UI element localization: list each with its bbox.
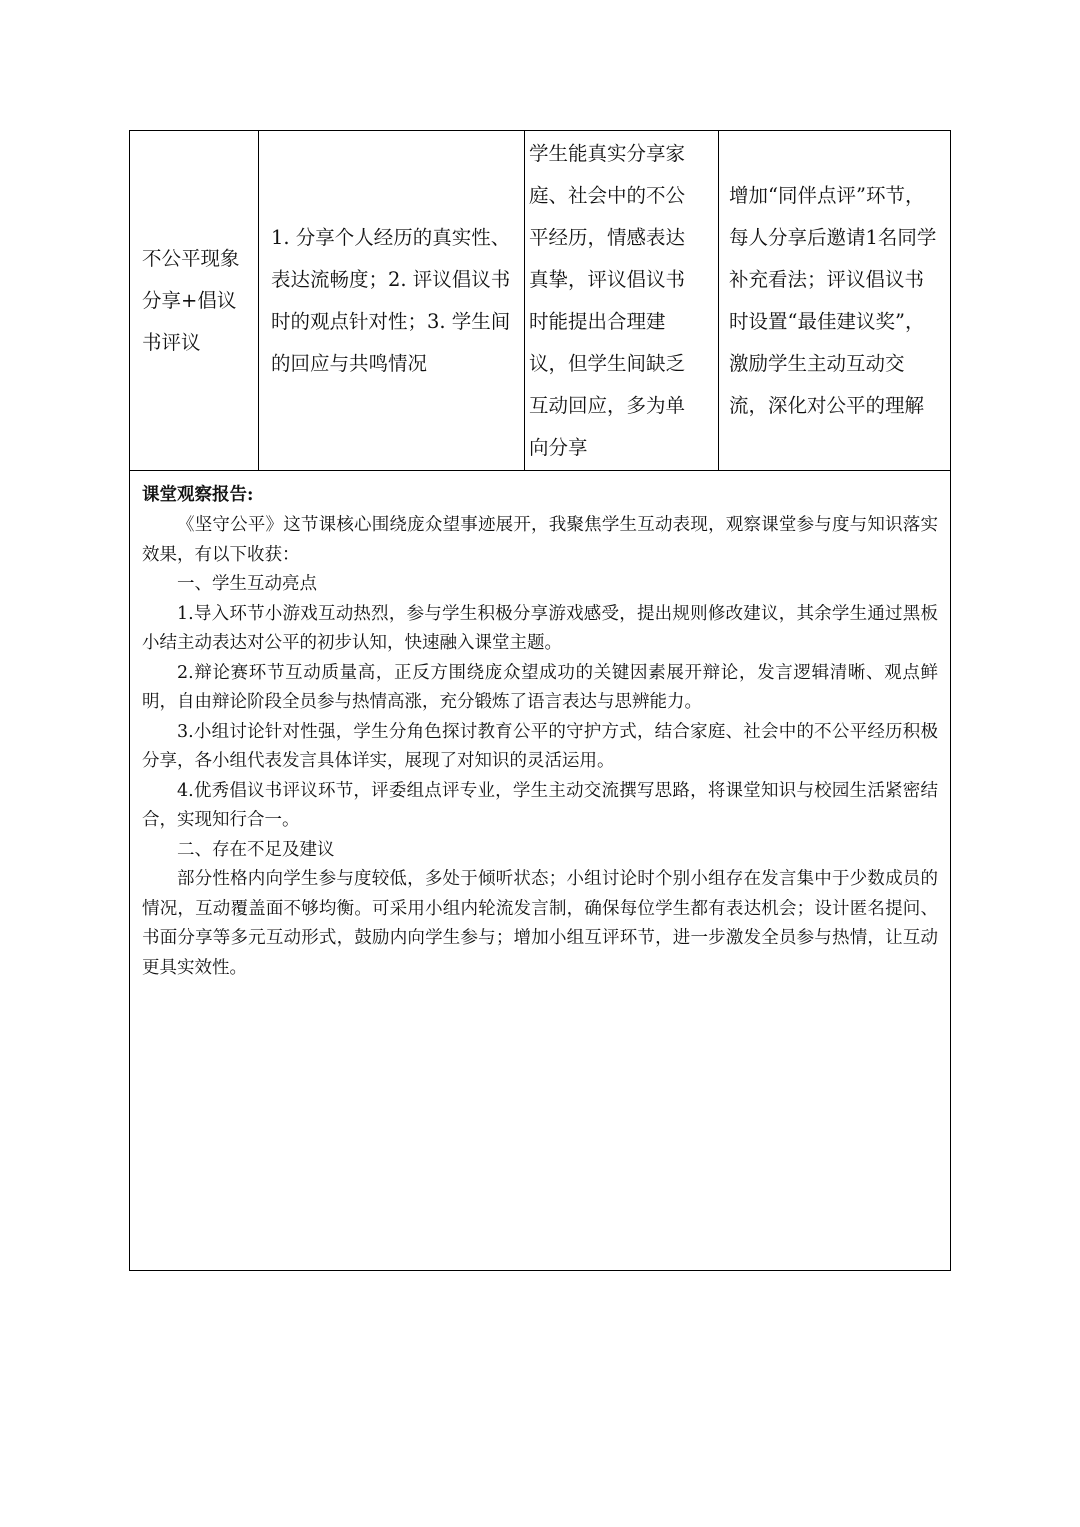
table-row xyxy=(130,131,950,471)
table-cell-focus xyxy=(259,131,525,470)
report-paragraph: 2.辩论赛环节互动质量高，正反方围绕庞众望成功的关键因素展开辩论，发言逻辑清晰、观点鲜明，自由辩论阶段全员参与热情高涨，充分锻炼了语言表达与思辨能力。 xyxy=(142,662,938,712)
report-heading: 一、学生互动亮点 xyxy=(177,574,317,594)
report-paragraph: 4.优秀倡议书评议环节，评委组点评专业，学生主动交流撰写思路，将课堂知识与校园生活紧密结合，实现知行合一。 xyxy=(142,780,938,830)
observation-text: 学生能真实分享家庭、社会中的不公平经历，情感表达真挚，评议倡议书时能提出合理建议，但学生间缺乏互动回应，多为单向分享 xyxy=(529,141,686,459)
report-heading: 二、存在不足及建议 xyxy=(177,839,335,860)
table-cell-item xyxy=(130,131,259,470)
focus-text: 1. 分享个人经历的真实性、表达流畅度；2. 评议倡议书时的观点针对性；3. 学生间的回应与共鸣情况 xyxy=(271,225,511,375)
report-paragraph: 3.小组讨论针对性强，学生分角色探讨教育公平的守护方式，结合家庭、社会中的不公平经历积极分享，各小组代表发言具体详实，展现了对知识的灵活运用。 xyxy=(142,721,938,771)
observation-table xyxy=(129,130,951,1271)
report-paragraph: 《坚守公平》这节课核心围绕庞众望事迹展开，我聚焦学生互动表现，观察课堂参与度与知识落实效果，有以下收获： xyxy=(142,515,938,565)
table-cell-suggestion xyxy=(719,131,950,470)
report-title: 课堂观察报告: xyxy=(142,485,254,505)
report-section xyxy=(142,474,938,983)
table-cell-observation xyxy=(525,131,719,470)
report-paragraph: 1.导入环节小游戏互动热烈，参与学生积极分享游戏感受，提出规则修改建议，其余学生通过黑板小结主动表达对公平的初步认知，快速融入课堂主题。 xyxy=(142,603,938,653)
report-paragraph: 部分性格内向学生参与度较低，多处于倾听状态；小组讨论时个别小组存在发言集中于少数成员的情况，互动覆盖面不够均衡。可采用小组内轮流发言制，确保每位学生都有表达机会；设计匿名提问、书面分享等多元互动形式，鼓励内向学生参与；增加小组互评环节，进一步激发全员参与热情，让互动更具实效性。 xyxy=(142,869,938,978)
suggestion-text: 增加“同伴点评”环节，每人分享后邀请1名同学补充看法；评议倡议书时设置“最佳建议奖”，激励学生主动互动交流，深化对公平的理解 xyxy=(729,183,937,417)
item-text: 不公平现象分享+倡议书评议 xyxy=(142,246,240,354)
